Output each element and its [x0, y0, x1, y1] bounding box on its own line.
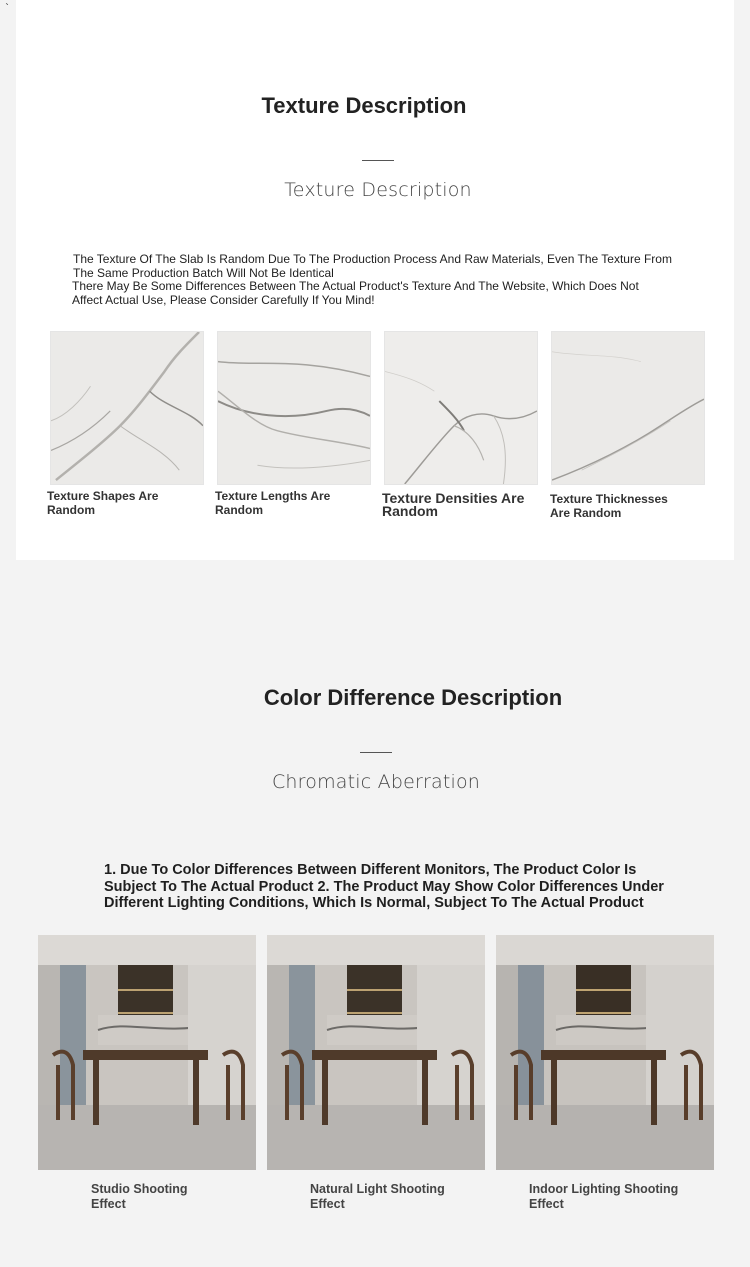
color-divider [360, 752, 392, 753]
color-heading: Color Difference Description [263, 685, 563, 710]
tile-label-densities: Texture Densities Are Random [382, 490, 525, 519]
color-subtitle: Chromatic Aberration [271, 771, 481, 793]
photo-label-indoor: Indoor Lighting Shooting Effect [529, 1182, 679, 1211]
marble-sample-thicknesses [551, 331, 705, 485]
dining-room-photo-natural [267, 935, 485, 1170]
marble-sample-densities [384, 331, 538, 485]
tile-label-shapes: Texture Shapes Are Random [47, 489, 159, 517]
texture-paragraph [72, 253, 672, 307]
marble-sample-lengths [217, 331, 371, 485]
photo-label-natural: Natural Light Shooting Effect [310, 1182, 445, 1211]
tile-label-thicknesses: Texture Thicknesses Are Random [550, 492, 668, 520]
tile-label-lengths: Texture Lengths Are Random [215, 489, 331, 517]
photo-label-studio: Studio Shooting Effect [91, 1182, 188, 1211]
texture-paragraph-2: There May Be Some Differences Between The Actual Product's Texture And The Website, Which Does Not Affect Actual Use, Please Consider Carefully If You Mind! [72, 279, 639, 307]
texture-heading: Texture Description [261, 93, 467, 118]
marble-sample-shapes [50, 331, 204, 485]
texture-divider [362, 160, 394, 161]
texture-paragraph-1: The Texture Of The Slab Is Random Due To The Production Process And Raw Materials, Even The Texture From The Same Production Batch Will Not Be Identical [73, 252, 672, 280]
color-paragraph: 1. Due To Color Differences Between Different Monitors, The Product Color Is Subject To The Actual Product 2. The Product May Show Color Differences Under Different Lighting Conditions, Which Is Normal, Subject To The Actual Product [104, 862, 664, 911]
corner-mark: ` [5, 3, 10, 14]
dining-room-photo-indoor [496, 935, 714, 1170]
dining-room-photo-studio [38, 935, 256, 1170]
texture-subtitle: Texture Description [284, 179, 472, 201]
